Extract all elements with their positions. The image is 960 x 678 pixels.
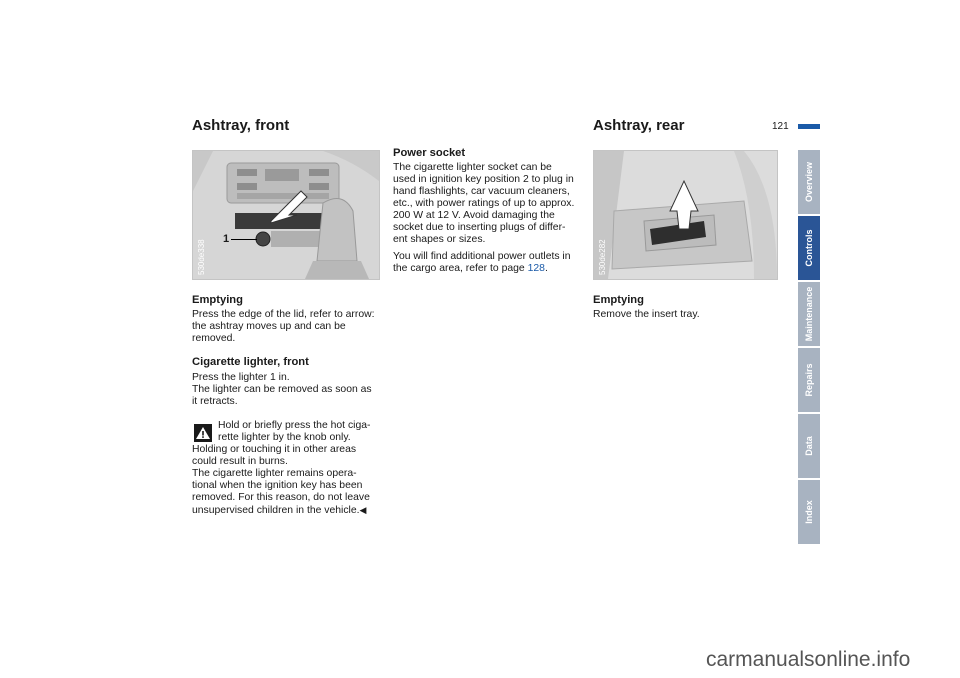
heading-emptying-rear: Emptying	[593, 294, 644, 306]
power-line-9	[393, 263, 548, 275]
warning-icon	[194, 424, 212, 442]
warning-line-5: The cigarette lighter remains opera-	[192, 468, 357, 479]
warning-line-3: Holding or touching it in other areas	[192, 444, 357, 455]
lighter-line-2: The lighter can be removed as soon as	[192, 384, 372, 395]
emptying-front-line-3: removed.	[192, 333, 236, 344]
watermark: carmanualsonline.info	[706, 648, 911, 671]
figure-code: 530de338	[197, 239, 206, 275]
warning-line-1: Hold or briefly press the hot ciga-	[218, 420, 371, 431]
tab-controls-label: Controls	[804, 229, 814, 267]
power-line-9-text: the cargo area, refer to page	[393, 263, 528, 274]
emptying-rear-text: Remove the insert tray.	[593, 309, 700, 320]
page-link-128[interactable]: 128	[527, 263, 545, 274]
warning-line-8-text: unsupervised children in the vehicle.	[192, 505, 360, 516]
emptying-front-line-1: Press the edge of the lid, refer to arrow:	[192, 309, 375, 320]
page-marker	[798, 124, 820, 129]
power-line-8: You will find additional power outlets in	[393, 251, 571, 262]
tab-repairs-label: Repairs	[804, 363, 814, 397]
door-illustration	[594, 151, 777, 279]
lighter-line-1: Press the lighter 1 in.	[192, 372, 290, 383]
heading-power-socket: Power socket	[393, 147, 466, 159]
power-line-7: ent shapes or sizes.	[393, 234, 486, 245]
tab-maintenance-label: Maintenance	[804, 286, 814, 342]
console-illustration	[193, 151, 379, 279]
warning-line-7: removed. For this reason, do not leave	[192, 492, 370, 503]
power-line-5: 200 W at 12 V. Avoid damaging the	[393, 210, 555, 221]
heading-cigarette-lighter: Cigarette lighter, front	[192, 356, 309, 368]
section-title-front: Ashtray, front	[192, 117, 290, 134]
power-line-1: The cigarette lighter socket can be	[393, 162, 552, 173]
page-number: 121	[772, 121, 789, 132]
tab-index[interactable]	[798, 480, 820, 544]
end-mark-icon: ◀	[359, 505, 367, 515]
warning-line-6: tional when the ignition key has been	[192, 480, 363, 491]
warning-line-2: rette lighter by the knob only.	[218, 432, 351, 443]
warning-line-4: could result in burns.	[192, 456, 288, 467]
ashtray-rear-photo	[593, 150, 778, 280]
power-line-4: etc., with power ratings of up to approx.	[393, 198, 575, 209]
tab-data[interactable]	[798, 414, 820, 478]
heading-emptying-front: Emptying	[192, 294, 243, 306]
tab-overview-label: Overview	[804, 161, 814, 203]
warning-line-8	[192, 504, 366, 517]
callout-line	[231, 239, 257, 240]
tab-repairs[interactable]	[798, 348, 820, 412]
section-title-rear: Ashtray, rear	[593, 117, 685, 134]
power-line-9-suffix: .	[544, 263, 548, 274]
tab-overview[interactable]	[798, 150, 820, 214]
power-line-2: used in ignition key position 2 to plug in	[393, 174, 574, 185]
tab-index-label: Index	[804, 500, 814, 524]
callout-1: 1	[223, 233, 230, 245]
tab-controls[interactable]	[798, 216, 820, 280]
tab-data-label: Data	[804, 436, 814, 456]
emptying-front-line-2: the ashtray moves up and can be	[192, 321, 346, 332]
lighter-line-3: it retracts.	[192, 396, 238, 407]
figure-code: 530de282	[598, 239, 607, 275]
power-line-6: socket due to inserting plugs of differ-	[393, 222, 566, 233]
ashtray-front-photo	[192, 150, 380, 280]
tab-maintenance[interactable]	[798, 282, 820, 346]
power-line-3: hand flashlights, car vacuum cleaners,	[393, 186, 570, 197]
